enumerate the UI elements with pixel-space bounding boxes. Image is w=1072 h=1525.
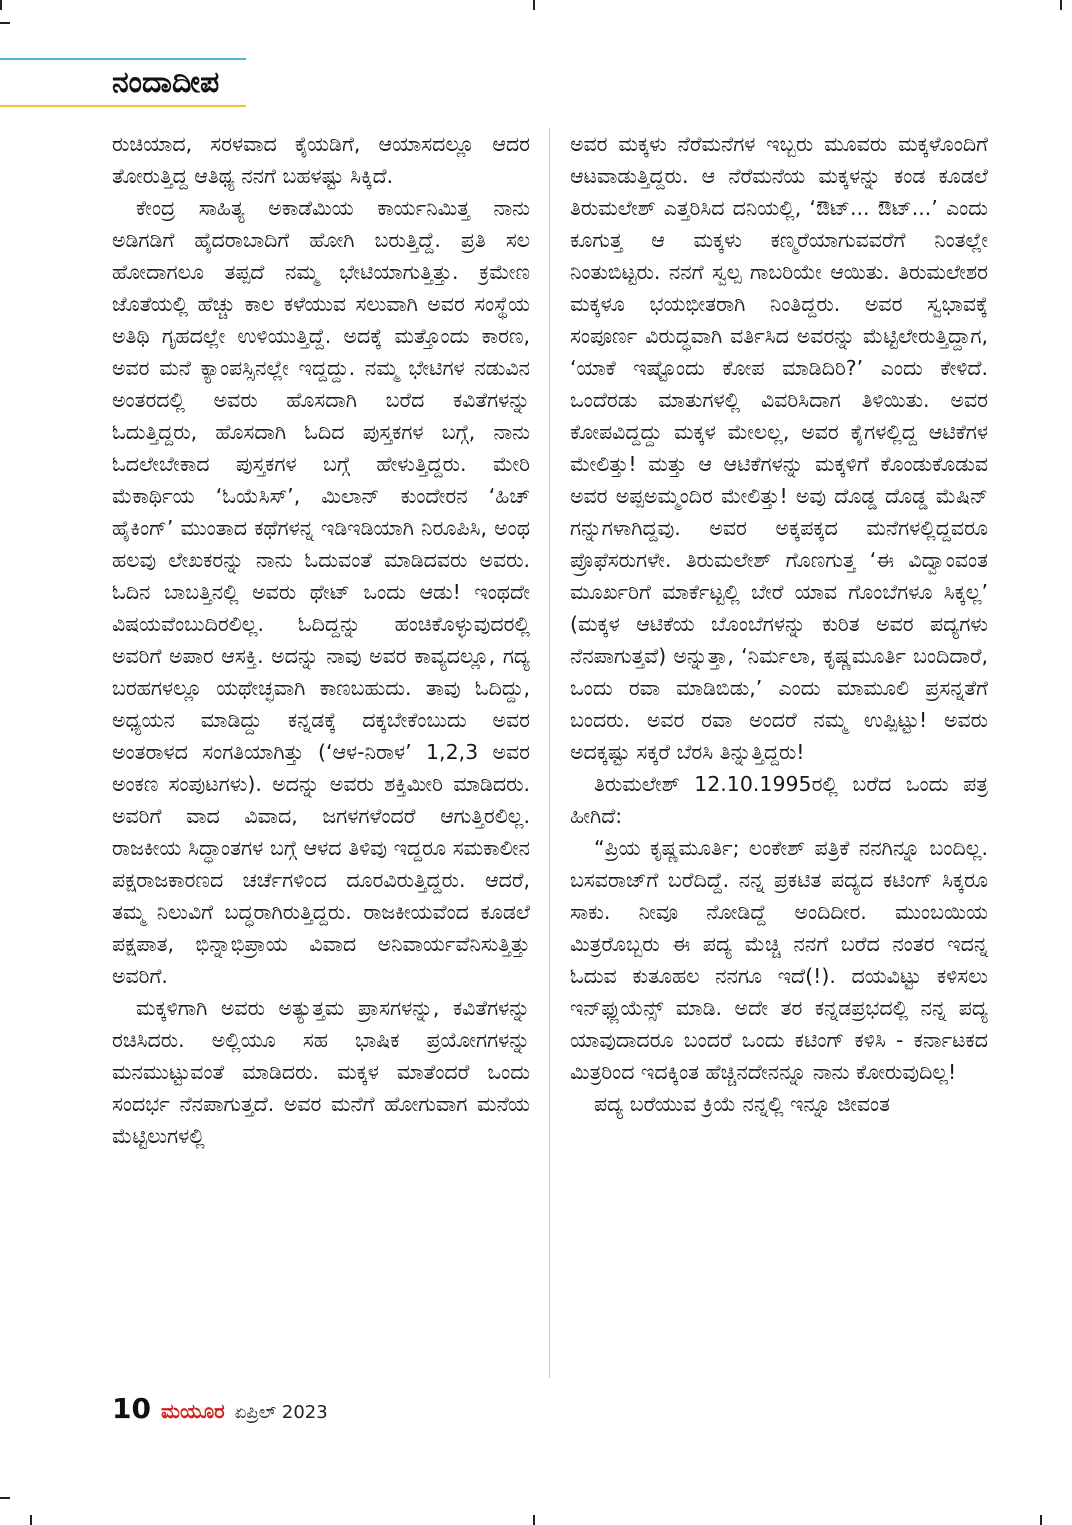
crop-mark-left-lower bbox=[0, 1497, 10, 1499]
crop-mark-top-right bbox=[1060, 0, 1062, 10]
issue-date: ಏಪ್ರಿಲ್ 2023 bbox=[234, 1402, 328, 1423]
paragraph: ಕೇಂದ್ರ ಸಾಹಿತ್ಯ ಅಕಾಡೆಮಿಯ ಕಾರ್ಯನಿಮಿತ್ತ ನಾನು ಅಡಿಗಡಿಗೆ ಹೈದರಾಬಾದಿಗೆ ಹೋಗಿ ಬರುತ್ತಿದ್ದೆ. ಪ್ರತಿ ಸಲ ಹೋದಾಗಲೂ ತಪ್ಪದೆ ನಮ್ಮ ಭೇಟಿಯಾಗುತ್ತಿತ್ತು. ಕ್ರಮೇಣ ಜೊತೆಯಲ್ಲಿ ಹೆಚ್ಚು ಕಾಲ ಕಳೆಯುವ ಸಲುವಾಗಿ ಅವರ ಸಂಸ್ಥೆಯ ಅತಿಥಿ ಗೃಹದಲ್ಲೇ ಉಳಿಯುತ್ತಿದ್ದೆ. ಅದಕ್ಕೆ ಮತ್ತೊಂದು ಕಾರಣ, ಅವರ ಮನೆ ಕ್ಯಾಂಪಸ್ಸಿನಲ್ಲೇ ಇದ್ದದ್ದು. ನಮ್ಮ ಭೇಟಿಗಳ ನಡುವಿನ ಅಂತರದಲ್ಲಿ ಅವರು ಹೊಸದಾಗಿ ಬರೆದ ಕವಿತೆಗಳನ್ನು ಓದುತ್ತಿದ್ದರು, ಹೊಸದಾಗಿ ಓದಿದ ಪುಸ್ತಕಗಳ ಬಗ್ಗೆ, ನಾನು ಓದಲೇಬೇಕಾದ ಪುಸ್ತಕಗಳ ಬಗ್ಗೆ ಹೇಳುತ್ತಿದ್ದರು. ಮೇರಿ ಮೆಕಾರ್ಥಿಯ ‘ಓಯೆಸಿಸ್’, ಮಿಲಾನ್ ಕುಂದೇರನ ‘ಹಿಚ್ ಹೈಕಿಂಗ್’ ಮುಂತಾದ ಕಥೆಗಳನ್ನ ಇಡಿಇಡಿಯಾಗಿ ನಿರೂಪಿಸಿ, ಅಂಥ ಹಲವು ಲೇಖಕರನ್ನು ನಾನು ಓದುವಂತೆ ಮಾಡಿದವರು ಅವರು. ಓದಿನ ಬಾಬತ್ತಿನಲ್ಲಿ ಅವರು ಥೇಟ್ ಒಂದು ಆಡು! ಇಂಥದೇ ವಿಷಯವೆಂಬುದಿರಲಿಲ್ಲ. ಓದಿದ್ದನ್ನು ಹಂಚಿಕೊಳ್ಳುವುದರಲ್ಲಿ ಅವರಿಗೆ ಅಪಾರ ಆಸಕ್ತಿ. ಅದನ್ನು ನಾವು ಅವರ ಕಾವ್ಯದಲ್ಲೂ, ಗದ್ಯ ಬರಹಗಳಲ್ಲೂ ಯಥೇಚ್ಛವಾಗಿ ಕಾಣಬಹುದು. ತಾವು ಓದಿದ್ದು, ಅಧ್ಯಯನ ಮಾಡಿದ್ದು ಕನ್ನಡಕ್ಕೆ ದಕ್ಕಬೇಕೆಂಬುದು ಅವರ ಅಂತರಾಳದ ಸಂಗತಿಯಾಗಿತ್ತು (‘ಆಳ-ನಿರಾಳ’ 1,2,3 ಅವರ ಅಂಕಣ ಸಂಪುಟಗಳು). ಅದನ್ನು ಅವರು ಶಕ್ತಿಮೀರಿ ಮಾಡಿದರು. ಅವರಿಗೆ ವಾದ ವಿವಾದ, ಜಗಳಗಳೆಂದರೆ ಆಗುತ್ತಿರಲಿಲ್ಲ. ರಾಜಕೀಯ ಸಿದ್ಧಾಂತಗಳ ಬಗ್ಗೆ ಆಳದ ತಿಳಿವು ಇದ್ದರೂ ಸಮಕಾಲೀನ ಪಕ್ಷರಾಜಕಾರಣದ ಚರ್ಚೆಗಳಿಂದ ದೂರವಿರುತ್ತಿದ್ದರು. ಆದರೆ, ತಮ್ಮ ನಿಲುವಿಗೆ ಬದ್ಧರಾಗಿರುತ್ತಿದ್ದರು. ರಾಜಕೀಯವೆಂದ ಕೂಡಲೆ ಪಕ್ಷಪಾತ, ಭಿನ್ನಾಭಿಪ್ರಾಯ ವಿವಾದ ಅನಿವಾರ್ಯವೆನಿಸುತ್ತಿತ್ತು ಅವರಿಗೆ. bbox=[112, 196, 530, 988]
article-column-left bbox=[112, 128, 530, 1378]
crop-mark-top-left bbox=[0, 0, 2, 10]
paragraph: ಮಕ್ಕಳಿಗಾಗಿ ಅವರು ಅತ್ಯುತ್ತಮ ಪ್ರಾಸಗಳನ್ನು, ಕವಿತೆಗಳನ್ನು ರಚಿಸಿದರು. ಅಲ್ಲಿಯೂ ಸಹ ಭಾಷಿಕ ಪ್ರಯೋಗಗಳನ್ನು ಮನಮುಟ್ಟುವಂತೆ ಮಾಡಿದರು. ಮಕ್ಕಳ ಮಾತೆಂದರೆ ಒಂದು ಸಂದರ್ಭ ನೆನಪಾಗುತ್ತದೆ. ಅವರ ಮನೆಗೆ ಹೋಗುವಾಗ ಮನೆಯ ಮೆಟ್ಟಿಲುಗಳಲ್ಲಿ bbox=[112, 996, 530, 1148]
section-title: ನಂದಾದೀಪ bbox=[112, 65, 220, 100]
header-rule-blue bbox=[0, 58, 246, 60]
paragraph: ತಿರುಮಲೇಶ್ 12.10.1995ರಲ್ಲಿ ಬರೆದ ಒಂದು ಪತ್ರ ಹೀಗಿದೆ: bbox=[570, 772, 988, 828]
page-footer bbox=[112, 1392, 328, 1432]
article-column-right bbox=[570, 128, 988, 1378]
crop-mark-left-upper bbox=[0, 22, 10, 24]
header-rule-yellow bbox=[0, 105, 246, 107]
crop-mark-top-center bbox=[533, 0, 535, 10]
page-number: 10 bbox=[112, 1392, 151, 1425]
paragraph: ಅವರ ಮಕ್ಕಳು ನೆರೆಮನೆಗಳ ಇಬ್ಬರು ಮೂವರು ಮಕ್ಕಳೊಂದಿಗೆ ಆಟವಾಡುತ್ತಿದ್ದರು. ಆ ನೆರೆಮನೆಯ ಮಕ್ಕಳನ್ನು ಕಂಡ ಕೂಡಲೆ ತಿರುಮಲೇಶ್ ಎತ್ತರಿಸಿದ ದನಿಯಲ್ಲಿ, ‘ಔಟ್... ಔಟ್...’ ಎಂದು ಕೂಗುತ್ತ ಆ ಮಕ್ಕಳು ಕಣ್ಮರೆಯಾಗುವವರೆಗೆ ನಿಂತಲ್ಲೇ ನಿಂತುಬಿಟ್ಟರು. ನನಗೆ ಸ್ವಲ್ಪ ಗಾಬರಿಯೇ ಆಯಿತು. ತಿರುಮಲೇಶರ ಮಕ್ಕಳೂ ಭಯಭೀತರಾಗಿ ನಿಂತಿದ್ದರು. ಅವರ ಸ್ವಭಾವಕ್ಕೆ ಸಂಪೂರ್ಣ ವಿರುದ್ಧವಾಗಿ ವರ್ತಿಸಿದ ಅವರನ್ನು ಮೆಟ್ಟಿಲೇರುತ್ತಿದ್ದಾಗ, ‘ಯಾಕೆ ಇಷ್ಟೊಂದು ಕೋಪ ಮಾಡಿದಿರಿ?’ ಎಂದು ಕೇಳಿದೆ. ಒಂದೆರಡು ಮಾತುಗಳಲ್ಲಿ ವಿವರಿಸಿದಾಗ ತಿಳಿಯಿತು. ಅವರ ಕೋಪವಿದ್ದದ್ದು ಮಕ್ಕಳ ಮೇಲಲ್ಲ, ಅವರ ಕೈಗಳಲ್ಲಿದ್ದ ಆಟಿಕೆಗಳ ಮೇಲಿತ್ತು! ಮತ್ತು ಆ ಆಟಿಕೆಗಳನ್ನು ಮಕ್ಕಳಿಗೆ ಕೊಂಡುಕೊಡುವ ಅವರ ಅಪ್ಪಅಮ್ಮಂದಿರ ಮೇಲಿತ್ತು! ಅವು ದೊಡ್ಡ ದೊಡ್ಡ ಮೆಷಿನ್ ಗನ್ನುಗಳಾಗಿದ್ದವು. ಅವರ ಅಕ್ಕಪಕ್ಕದ ಮನೆಗಳಲ್ಲಿದ್ದವರೂ ಪ್ರೊಫೆಸರುಗಳೇ. ತಿರುಮಲೇಶ್ ಗೊಣಗುತ್ತ ‘ಈ ವಿದ್ವಾಂವಂತ ಮೂರ್ಖರಿಗೆ ಮಾರ್ಕೆಟ್ಟಲ್ಲಿ ಬೇರೆ ಯಾವ ಗೊಂಬೆಗಳೂ ಸಿಕ್ಕಲ್ಲ’ (ಮಕ್ಕಳ ಆಟಿಕೆಯ ಬೊಂಬೆಗಳನ್ನು ಕುರಿತ ಅವರ ಪದ್ಯಗಳು ನೆನಪಾಗುತ್ತವೆ) ಅನ್ನುತ್ತಾ, ‘ನಿರ್ಮಲಾ, ಕೃಷ್ಣಮೂರ್ತಿ ಬಂದಿದಾರೆ, ಒಂದು ರವಾ ಮಾಡಿಬಿಡು,’ ಎಂದು ಮಾಮೂಲಿ ಪ್ರಸನ್ನತೆಗೆ ಬಂದರು. ಅವರ ರವಾ ಅಂದರೆ ನಮ್ಮ ಉಪ್ಪಿಟ್ಟು! ಅವರು ಅದಕ್ಕಷ್ಟು ಸಕ್ಕರೆ ಬೆರಸಿ ತಿನ್ನುತ್ತಿದ್ದರು! bbox=[570, 132, 988, 764]
paragraph: ರುಚಿಯಾದ, ಸರಳವಾದ ಕೈಯಡಿಗೆ, ಆಯಾಸದಲ್ಲೂ ಆದರ ತೋರುತ್ತಿದ್ದ ಆತಿಥ್ಯ ನನಗೆ ಬಹಳಷ್ಟು ಸಿಕ್ಕಿದೆ. bbox=[112, 132, 530, 188]
crop-mark-bottom-right bbox=[1040, 1515, 1042, 1525]
letter-quote: “ಪ್ರಿಯ ಕೃಷ್ಣಮೂರ್ತಿ; ಲಂಕೇಶ್ ಪತ್ರಿಕೆ ನನಗಿನ್ನೂ ಬಂದಿಲ್ಲ. ಬಸವರಾಜ್‌ಗೆ ಬರೆದಿದ್ದೆ. ನನ್ನ ಪ್ರಕಟಿತ ಪದ್ಯದ ಕಟಿಂಗ್ ಸಿಕ್ಕರೂ ಸಾಕು. ನೀವೂ ನೋಡಿದ್ದೆ ಅಂದಿದೀರ. ಮುಂಬಯಿಯ ಮಿತ್ರರೊಬ್ಬರು ಈ ಪದ್ಯ ಮೆಚ್ಚಿ ನನಗೆ ಬರೆದ ನಂತರ ಇದನ್ನ ಓದುವ ಕುತೂಹಲ ನನಗೂ ಇದೆ(!). ದಯವಿಟ್ಟು ಕಳಿಸಲು ಇನ್‌ಫ್ಲುಯೆನ್ಸ್ ಮಾಡಿ. ಅದೇ ತರ ಕನ್ನಡಪ್ರಭದಲ್ಲಿ ನನ್ನ ಪದ್ಯ ಯಾವುದಾದರೂ ಬಂದರೆ ಒಂದು ಕಟಿಂಗ್ ಕಳಿಸಿ - ಕರ್ನಾಟಕದ ಮಿತ್ರರಿಂದ ಇದಕ್ಕಿಂತ ಹೆಚ್ಚಿನದೇನನ್ನೂ ನಾನು ಕೋರುವುದಿಲ್ಲ! bbox=[570, 836, 988, 1084]
magazine-logo: ಮಯೂರ bbox=[160, 1399, 225, 1423]
column-divider bbox=[549, 128, 550, 1378]
crop-mark-bottom-center bbox=[533, 1515, 535, 1525]
paragraph: ಪದ್ಯ ಬರೆಯುವ ಕ್ರಿಯೆ ನನ್ನಲ್ಲಿ ಇನ್ನೂ ಜೀವಂತ bbox=[594, 1092, 890, 1116]
crop-mark-bottom-left bbox=[30, 1515, 32, 1525]
